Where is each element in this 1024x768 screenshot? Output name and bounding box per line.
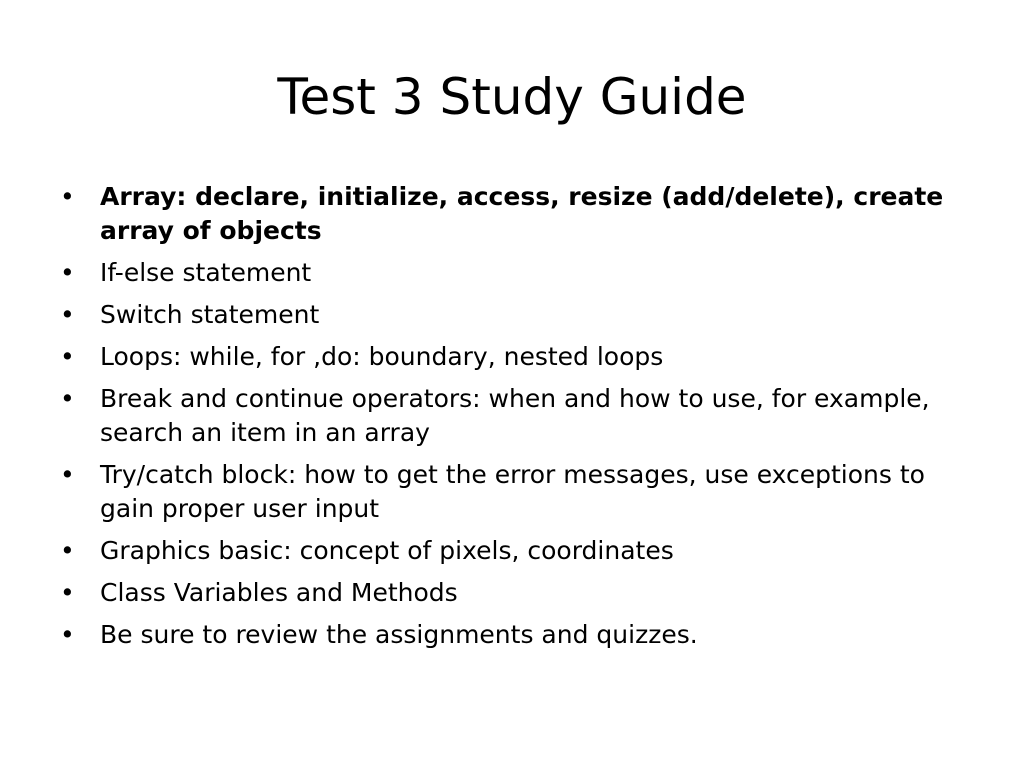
bullet-text: Class Variables and Methods bbox=[100, 578, 458, 607]
slide-title: Test 3 Study Guide bbox=[277, 68, 747, 126]
bullet-text: Try/catch block: how to get the error messages, use exceptions to gain proper user input bbox=[100, 460, 925, 523]
bullet-text: If-else statement bbox=[100, 258, 312, 287]
bullet-item-try-catch bbox=[60, 458, 960, 526]
bullet-item-break-continue bbox=[60, 382, 960, 450]
bullet-icon: • bbox=[60, 620, 75, 649]
bullet-item-loops bbox=[60, 340, 960, 374]
bullet-icon: • bbox=[60, 258, 75, 287]
bullet-text: Array: declare, initialize, access, resize (add/delete), create array of objects bbox=[100, 182, 944, 245]
bullet-icon: • bbox=[60, 384, 75, 413]
bullet-text: Loops: while, for ,do: boundary, nested loops bbox=[100, 342, 664, 371]
bullet-text: Break and continue operators: when and how to use, for example, search an item in an array bbox=[100, 384, 930, 447]
bullet-text: Switch statement bbox=[100, 300, 320, 329]
bullet-text: Graphics basic: concept of pixels, coordinates bbox=[100, 536, 674, 565]
bullet-item-class-variables bbox=[60, 576, 960, 610]
bullet-item-graphics bbox=[60, 534, 960, 568]
bullet-item-review bbox=[60, 618, 960, 652]
bullet-item-if-else bbox=[60, 256, 960, 290]
bullet-item-array bbox=[60, 180, 960, 248]
bullet-text: Be sure to review the assignments and quizzes. bbox=[100, 620, 698, 649]
bullet-icon: • bbox=[60, 536, 75, 565]
bullet-icon: • bbox=[60, 578, 75, 607]
bullet-icon: • bbox=[60, 182, 75, 211]
bullet-icon: • bbox=[60, 342, 75, 371]
bullet-item-switch bbox=[60, 298, 960, 332]
bullet-list bbox=[60, 180, 960, 660]
bullet-icon: • bbox=[60, 300, 75, 329]
bullet-icon: • bbox=[60, 460, 75, 489]
